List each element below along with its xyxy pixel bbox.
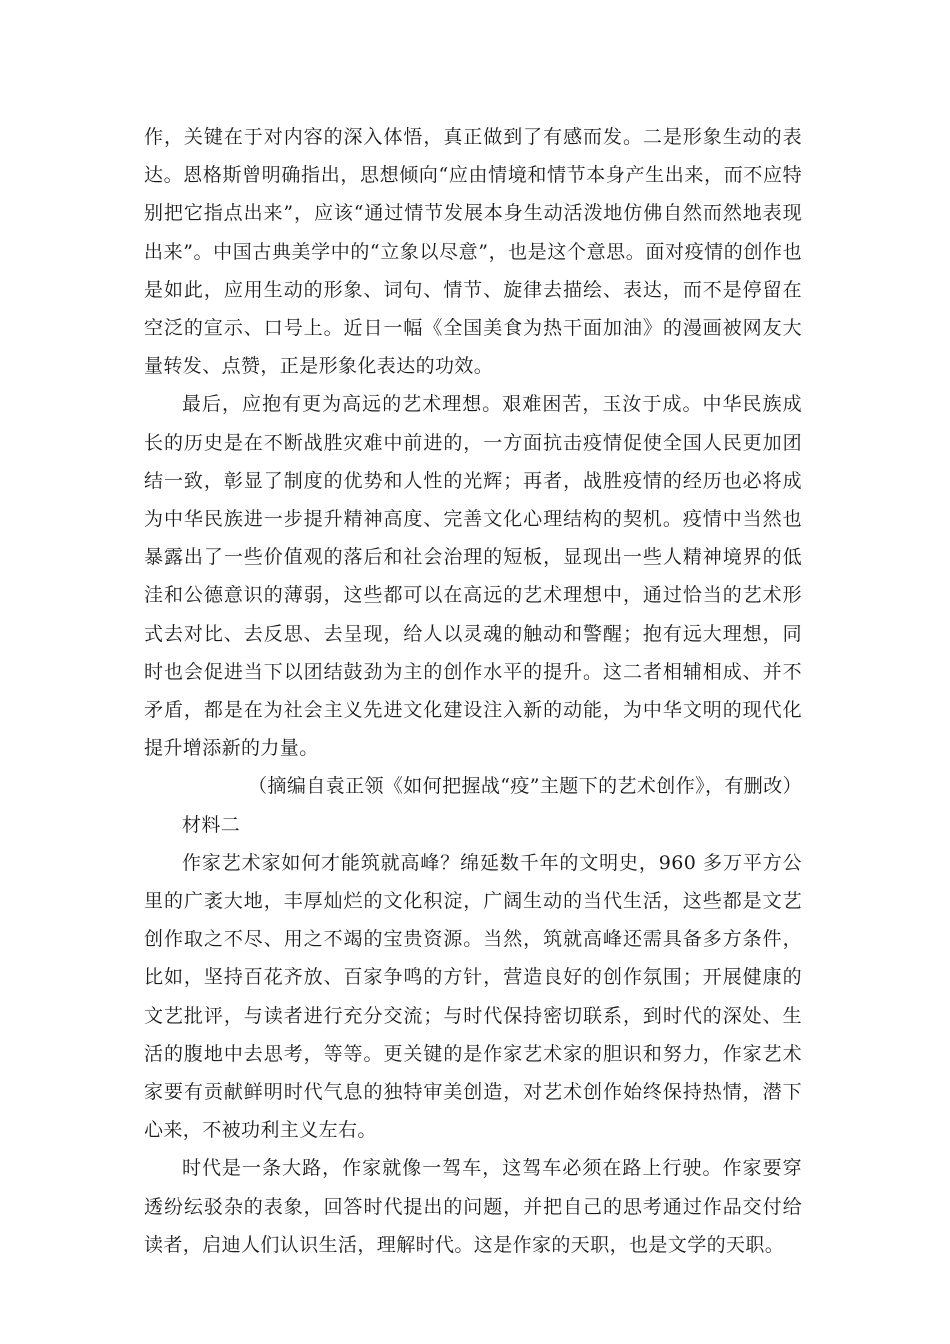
material-label: 材料二 xyxy=(182,813,241,836)
paragraph-1: 作，关键在于对内容的深入体悟，真正做到了有感而发。二是形象生动的表达。恩格斯曾明确指出，思想倾向“应由情境和情节本身产生出来，而不应特别把它指点出来”，应该“通过情节发展本身生动活泼地仿佛自然而然地表现出来”。中国古典美学中的“立象以尽意”，也是这个意思。面对疫情的创作也是如此，应用生动的形象、词句、情节、旋律去描绘、表达，而不是停留在空泛的宣示、口号上。近日一幅《全国美食为热干面加油》的漫画被网友大量转发、点赞，正是形象化表达的功效。 xyxy=(144,126,802,378)
paragraph-2: 最后，应抱有更为高远的艺术理想。艰难困苦，玉汝于成。中华民族成长的历史是在不断战胜灾难中前进的，一方面抗击疫情促使全国人民更加团结一致，彰显了制度的优势和人性的光辉；再者，战胜疫情的经历也必将成为中华民族进一步提升精神高度、完善文化心理结构的契机。疫情中当然也暴露出了一些价值观的落后和社会治理的短板，显现出一些人精神境界的低洼和公德意识的薄弱，这些都可以在高远的艺术理想中，通过恰当的艺术形式去对比、去反思、去呈现，给人以灵魂的触动和警醒；抱有远大理想，同时也会促进当下以团结鼓劲为主的创作水平的提升。这二者相辅相成、并不矛盾，都是在为社会主义先进文化建设注入新的动能，为中华文明的现代化提升增添新的力量。 xyxy=(144,393,802,760)
paragraph-3: 作家艺术家如何才能筑就高峰？绵延数千年的文明史，960 多万平方公里的广袤大地，丰厚灿烂的文化积淀，广阔生动的当代生活，这些都是文艺创作取之不尽、用之不竭的宝贵资源。当然，筑就高峰还需具备多方条件，比如，坚持百花齐放、百家争鸣的方针，营造良好的创作氛围；开展健康的文艺批评，与读者进行充分交流；与时代保持密切联系，到时代的深处、生活的腹地中去思考，等等。更关键的是作家艺术家的胆识和努力，作家艺术家要有贡献鲜明时代气息的独特审美创造，对艺术创作始终保持热情，潜下心来，不被功利主义左右。 xyxy=(144,851,802,1142)
source-citation: （摘编自袁正领《如何把握战“疫”主题下的艺术创作》，有删改） xyxy=(248,775,802,798)
document-body xyxy=(144,118,802,1264)
paragraph-4: 时代是一条大路，作家就像一驾车，这驾车必须在路上行驶。作家要穿透纷纭驳杂的表象，回答时代提出的问题，并把自己的思考通过作品交付给读者，启迪人们认识生活，理解时代。这是作家的天职，也是文学的天职。 xyxy=(144,1157,802,1256)
